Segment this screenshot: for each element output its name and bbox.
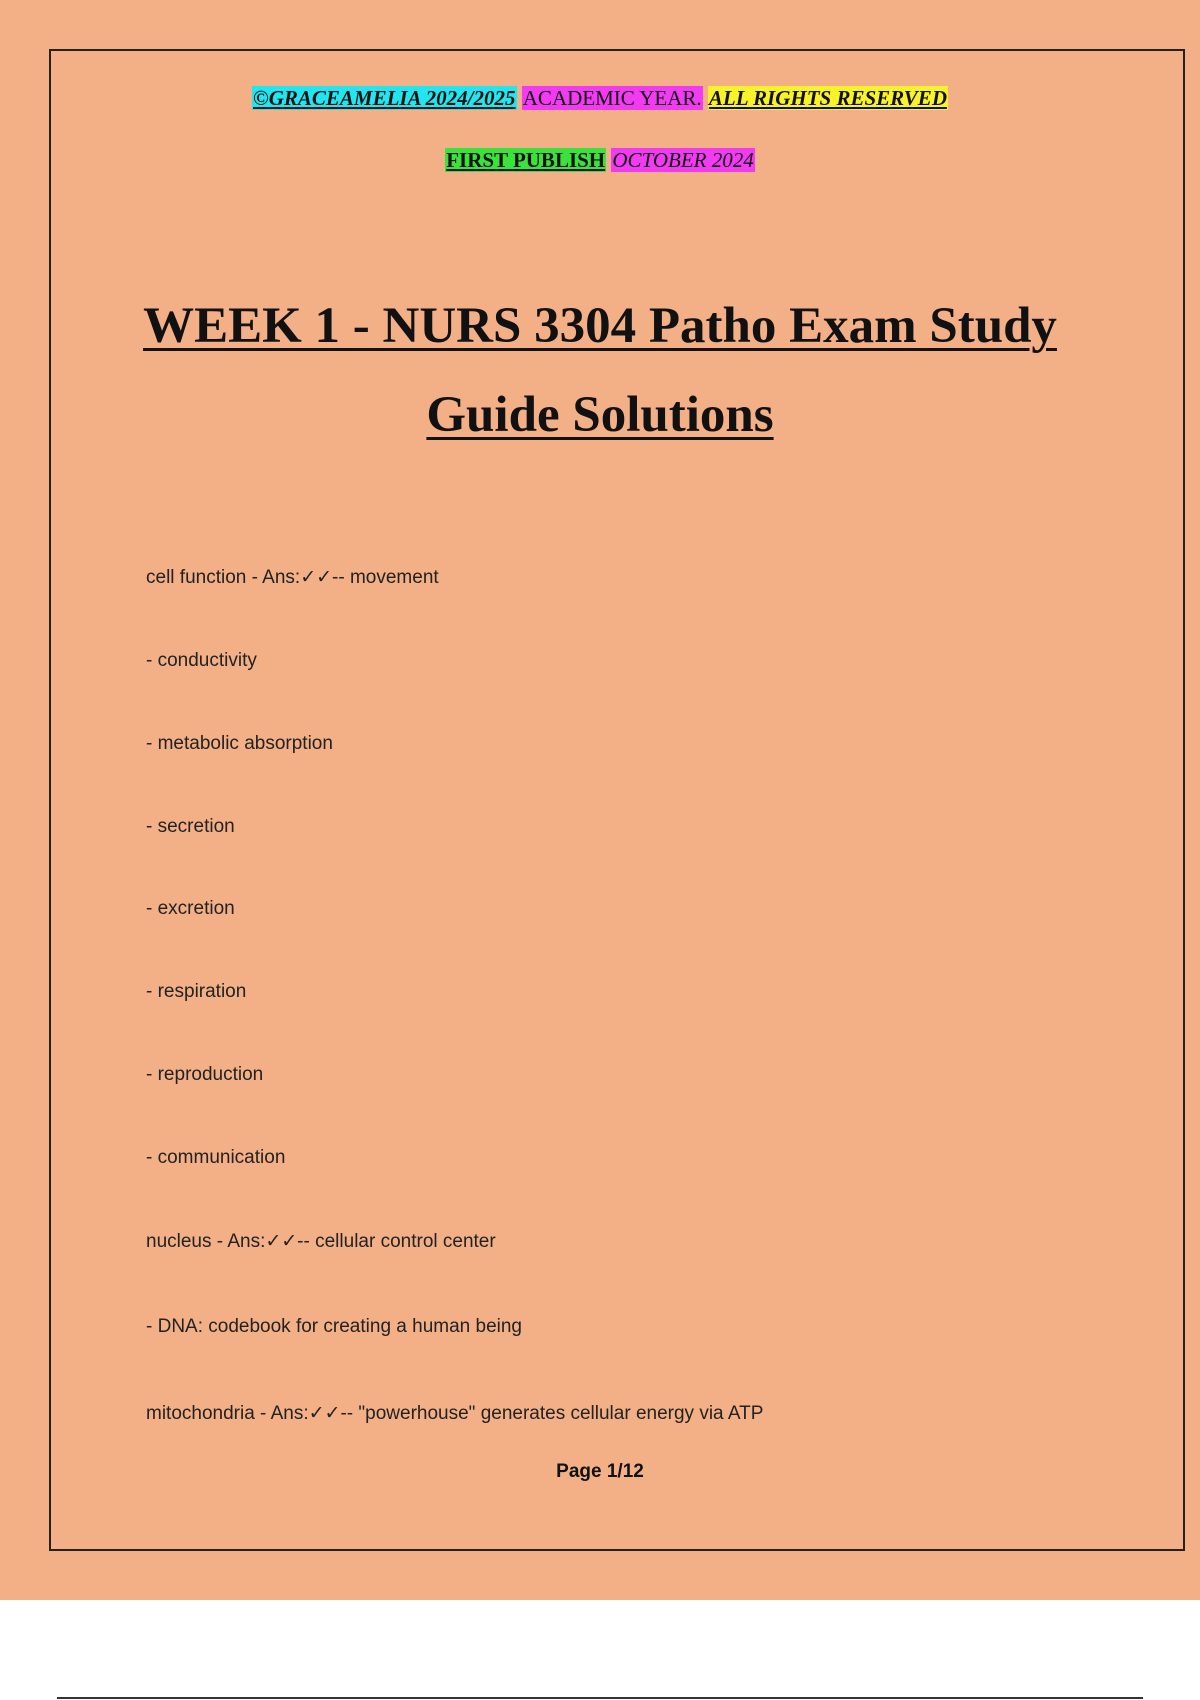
page-number: Page 1/12 xyxy=(556,1461,644,1482)
entry-conductivity: - conductivity xyxy=(146,650,257,671)
next-page-divider xyxy=(57,1697,1143,1699)
first-publish-highlight: FIRST PUBLISH xyxy=(446,148,606,172)
copyright-owner-highlight: ©GRACEAMELIA 2024/2025 xyxy=(253,86,516,110)
entry-secretion: - secretion xyxy=(146,816,235,837)
publish-date-highlight: OCTOBER 2024 xyxy=(612,148,754,172)
entry-dna: - DNA: codebook for creating a human being xyxy=(146,1316,522,1337)
publish-header xyxy=(0,148,1200,173)
entry-respiration: - respiration xyxy=(146,981,247,1002)
document-title xyxy=(0,282,1200,460)
entry-metabolic-absorption: - metabolic absorption xyxy=(146,733,333,754)
title-line-2: Guide Solutions xyxy=(426,387,774,443)
title-line-1: WEEK 1 - NURS 3304 Patho Exam Study xyxy=(143,298,1057,354)
rights-reserved-highlight: ALL RIGHTS RESERVED xyxy=(708,86,947,110)
entry-cell-function: cell function - Ans:✓✓-- movement xyxy=(146,567,439,588)
copyright-header xyxy=(0,86,1200,111)
entry-excretion: - excretion xyxy=(146,898,235,919)
entry-mitochondria: mitochondria - Ans:✓✓-- "powerhouse" generates cellular energy via ATP xyxy=(146,1403,764,1424)
entry-communication: - communication xyxy=(146,1147,286,1168)
academic-year-highlight: ACADEMIC YEAR. xyxy=(522,86,702,110)
entry-reproduction: - reproduction xyxy=(146,1064,264,1085)
entry-nucleus: nucleus - Ans:✓✓-- cellular control center xyxy=(146,1231,496,1252)
